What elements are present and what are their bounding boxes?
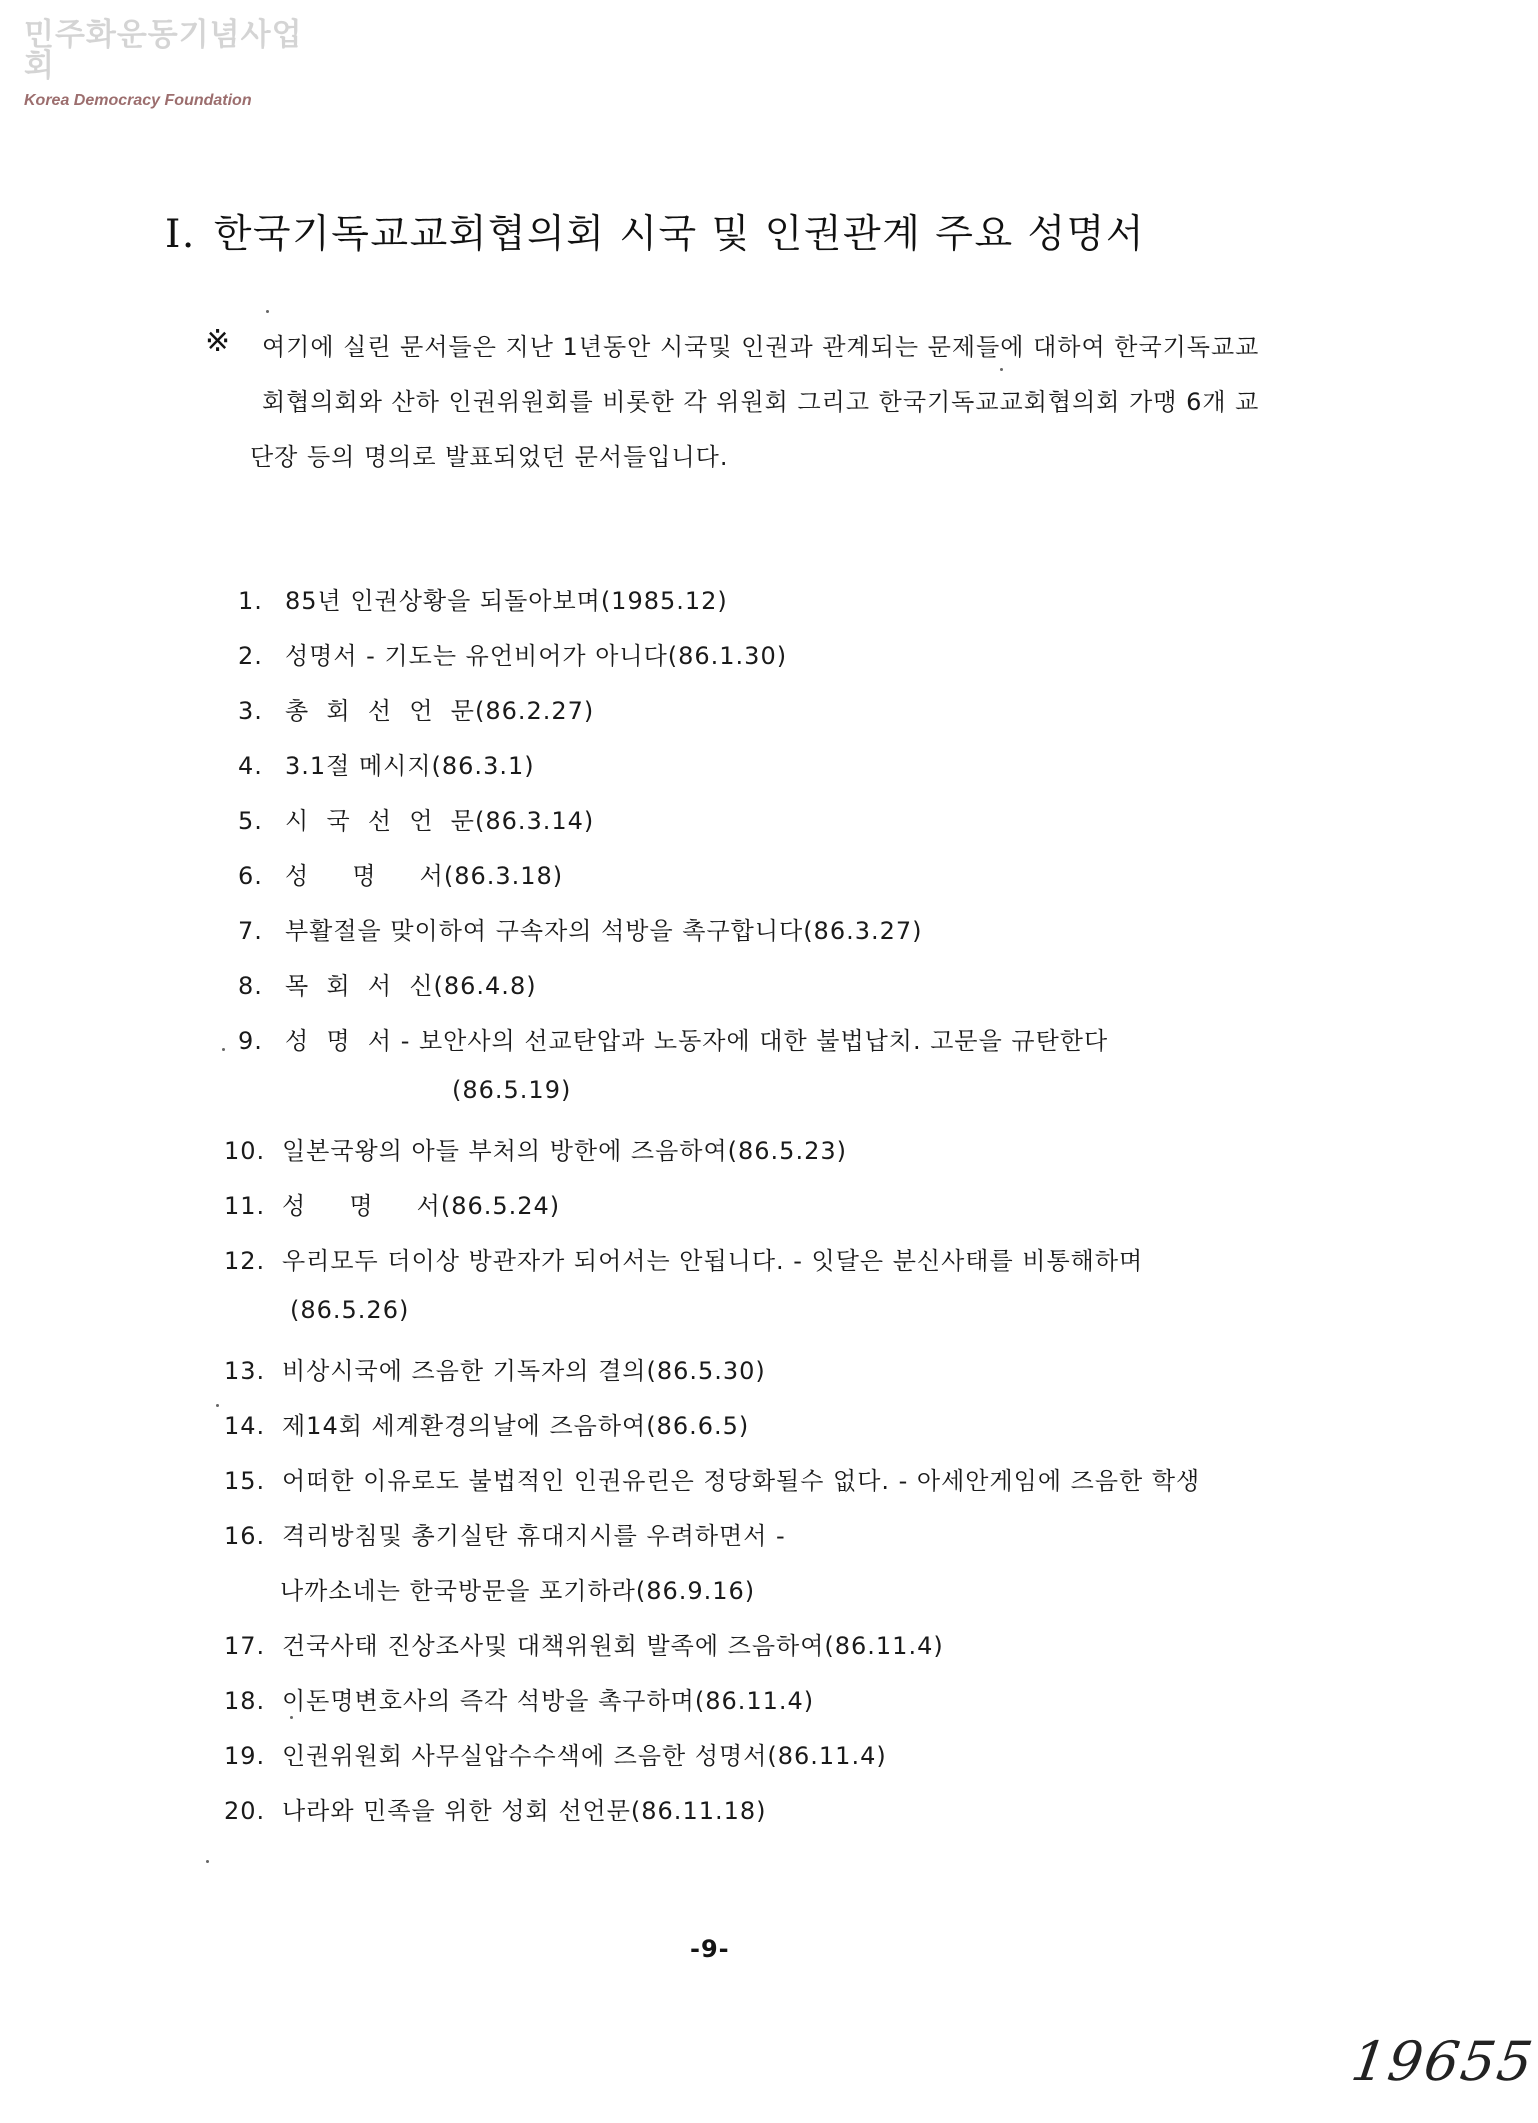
item-number: 7. — [238, 917, 263, 945]
item-text: 어떠한 이유로도 불법적인 인권유린은 정당화될수 없다. - 아세안게임에 즈음한 학생 — [282, 1467, 1201, 1495]
item-number: 18. — [224, 1687, 266, 1715]
item-number: 13. — [224, 1357, 266, 1385]
note-line-2: 회협의회와 산하 인권위원회를 비롯한 각 위원회 그리고 한국기독교교회협의회 가맹 6개 교 — [262, 388, 1260, 416]
item-text: 이돈명변호사의 즉각 석방을 촉구하며(86.11.4) — [282, 1687, 815, 1715]
item-text: 나라와 민족을 위한 성회 선언문(86.11.18) — [282, 1797, 767, 1825]
archive-handwritten-number: 19655 — [1347, 2030, 1538, 2093]
item-text: 성 명 서(86.3.18) — [285, 862, 564, 890]
item-text: 성 명 서 - 보안사의 선교탄압과 노동자에 대한 불법납치. 고문을 규탄한다 — [285, 1027, 1109, 1055]
list-item — [224, 1626, 944, 1661]
item-text: 성명서 - 기도는 유언비어가 아니다(86.1.30) — [285, 642, 788, 670]
page-number: -9- — [690, 1935, 730, 1963]
item-text: 총 회 선 언 문(86.2.27) — [285, 697, 595, 725]
item-number: 1. — [238, 587, 263, 615]
list-item — [224, 1186, 560, 1221]
item-continuation: (86.5.19) — [452, 1076, 572, 1104]
item-text: 성 명 서(86.5.24) — [282, 1192, 561, 1220]
reference-mark: ※ — [205, 324, 231, 359]
item-text: 일본국왕의 아들 부처의 방한에 즈음하여(86.5.23) — [282, 1137, 847, 1165]
list-item — [224, 1736, 887, 1771]
item-text: 제14회 세계환경의날에 즈음하여(86.6.5) — [282, 1412, 750, 1440]
item-text: 부활절을 맞이하여 구속자의 석방을 촉구합니다(86.3.27) — [285, 917, 923, 945]
item-text: 85년 인권상황을 되돌아보며(1985.12) — [285, 587, 728, 615]
list-item — [238, 801, 594, 836]
item-continuation: (86.5.26) — [290, 1296, 410, 1324]
list-item — [238, 911, 923, 946]
item-number: 20. — [224, 1797, 266, 1825]
item-number: 3. — [238, 697, 263, 725]
scan-speck — [222, 1048, 225, 1051]
scan-speck — [290, 1716, 293, 1719]
item-text: 격리방침및 총기실탄 휴대지시를 우려하면서 - — [282, 1522, 786, 1550]
scan-speck — [216, 1404, 219, 1407]
item-number: 5. — [238, 807, 263, 835]
item-number: 9. — [238, 1027, 263, 1055]
list-item — [224, 1461, 1200, 1496]
list-item — [238, 636, 787, 671]
watermark-name-ko: 민주화운동기념사업회 — [24, 17, 303, 84]
item-text: 목 회 서 신(86.4.8) — [285, 972, 537, 1000]
scan-speck — [266, 310, 269, 313]
list-item — [224, 1241, 1143, 1276]
item-number: 4. — [238, 752, 263, 780]
list-item — [224, 1791, 767, 1826]
item-text: 인권위원회 사무실압수수색에 즈음한 성명서(86.11.4) — [282, 1742, 887, 1770]
scan-speck — [206, 1860, 209, 1863]
item-continuation: 나까소네는 한국방문을 포기하라(86.9.16) — [280, 1577, 756, 1605]
item-number: 10. — [224, 1137, 266, 1165]
list-item — [238, 581, 728, 616]
item-number: 14. — [224, 1412, 266, 1440]
item-number: 19. — [224, 1742, 266, 1770]
item-number: 16. — [224, 1522, 266, 1550]
note-line-1: 여기에 실린 문서들은 지난 1년동안 시국및 인권과 관계되는 문제들에 대하여 한국기독교교 — [262, 333, 1260, 361]
item-number: 11. — [224, 1192, 266, 1220]
list-item — [224, 1131, 847, 1166]
item-text: 3.1절 메시지(86.3.1) — [285, 752, 535, 780]
section-title: 한국기독교교회협의회 시국 및 인권관계 주요 성명서 — [213, 212, 1146, 257]
item-number: 12. — [224, 1247, 266, 1275]
list-item — [238, 746, 535, 781]
item-text: 시 국 선 언 문(86.3.14) — [285, 807, 595, 835]
item-number: 15. — [224, 1467, 266, 1495]
scan-speck — [1000, 368, 1003, 371]
list-item — [224, 1516, 786, 1551]
list-item — [238, 966, 537, 1001]
item-number: 8. — [238, 972, 263, 1000]
item-number: 2. — [238, 642, 263, 670]
watermark-name-en: Korea Democracy Foundation — [24, 92, 252, 109]
item-number: 6. — [238, 862, 263, 890]
list-item — [224, 1406, 749, 1441]
item-text: 우리모두 더이상 방관자가 되어서는 안됩니다. - 잇달은 분신사태를 비통해하며 — [282, 1247, 1144, 1275]
list-item — [238, 1021, 1108, 1056]
section-numeral: I. — [165, 212, 196, 257]
note-line-3: 단장 등의 명의로 발표되었던 문서들입니다. — [250, 443, 729, 471]
item-number: 17. — [224, 1632, 266, 1660]
list-item — [238, 856, 563, 891]
list-item — [238, 691, 594, 726]
item-text: 비상시국에 즈음한 기독자의 결의(86.5.30) — [282, 1357, 766, 1385]
item-text: 건국사태 진상조사및 대책위원회 발족에 즈음하여(86.11.4) — [282, 1632, 944, 1660]
list-item — [224, 1681, 814, 1716]
list-item — [224, 1351, 766, 1386]
watermark-logo — [24, 17, 324, 110]
section-heading — [165, 203, 1145, 259]
